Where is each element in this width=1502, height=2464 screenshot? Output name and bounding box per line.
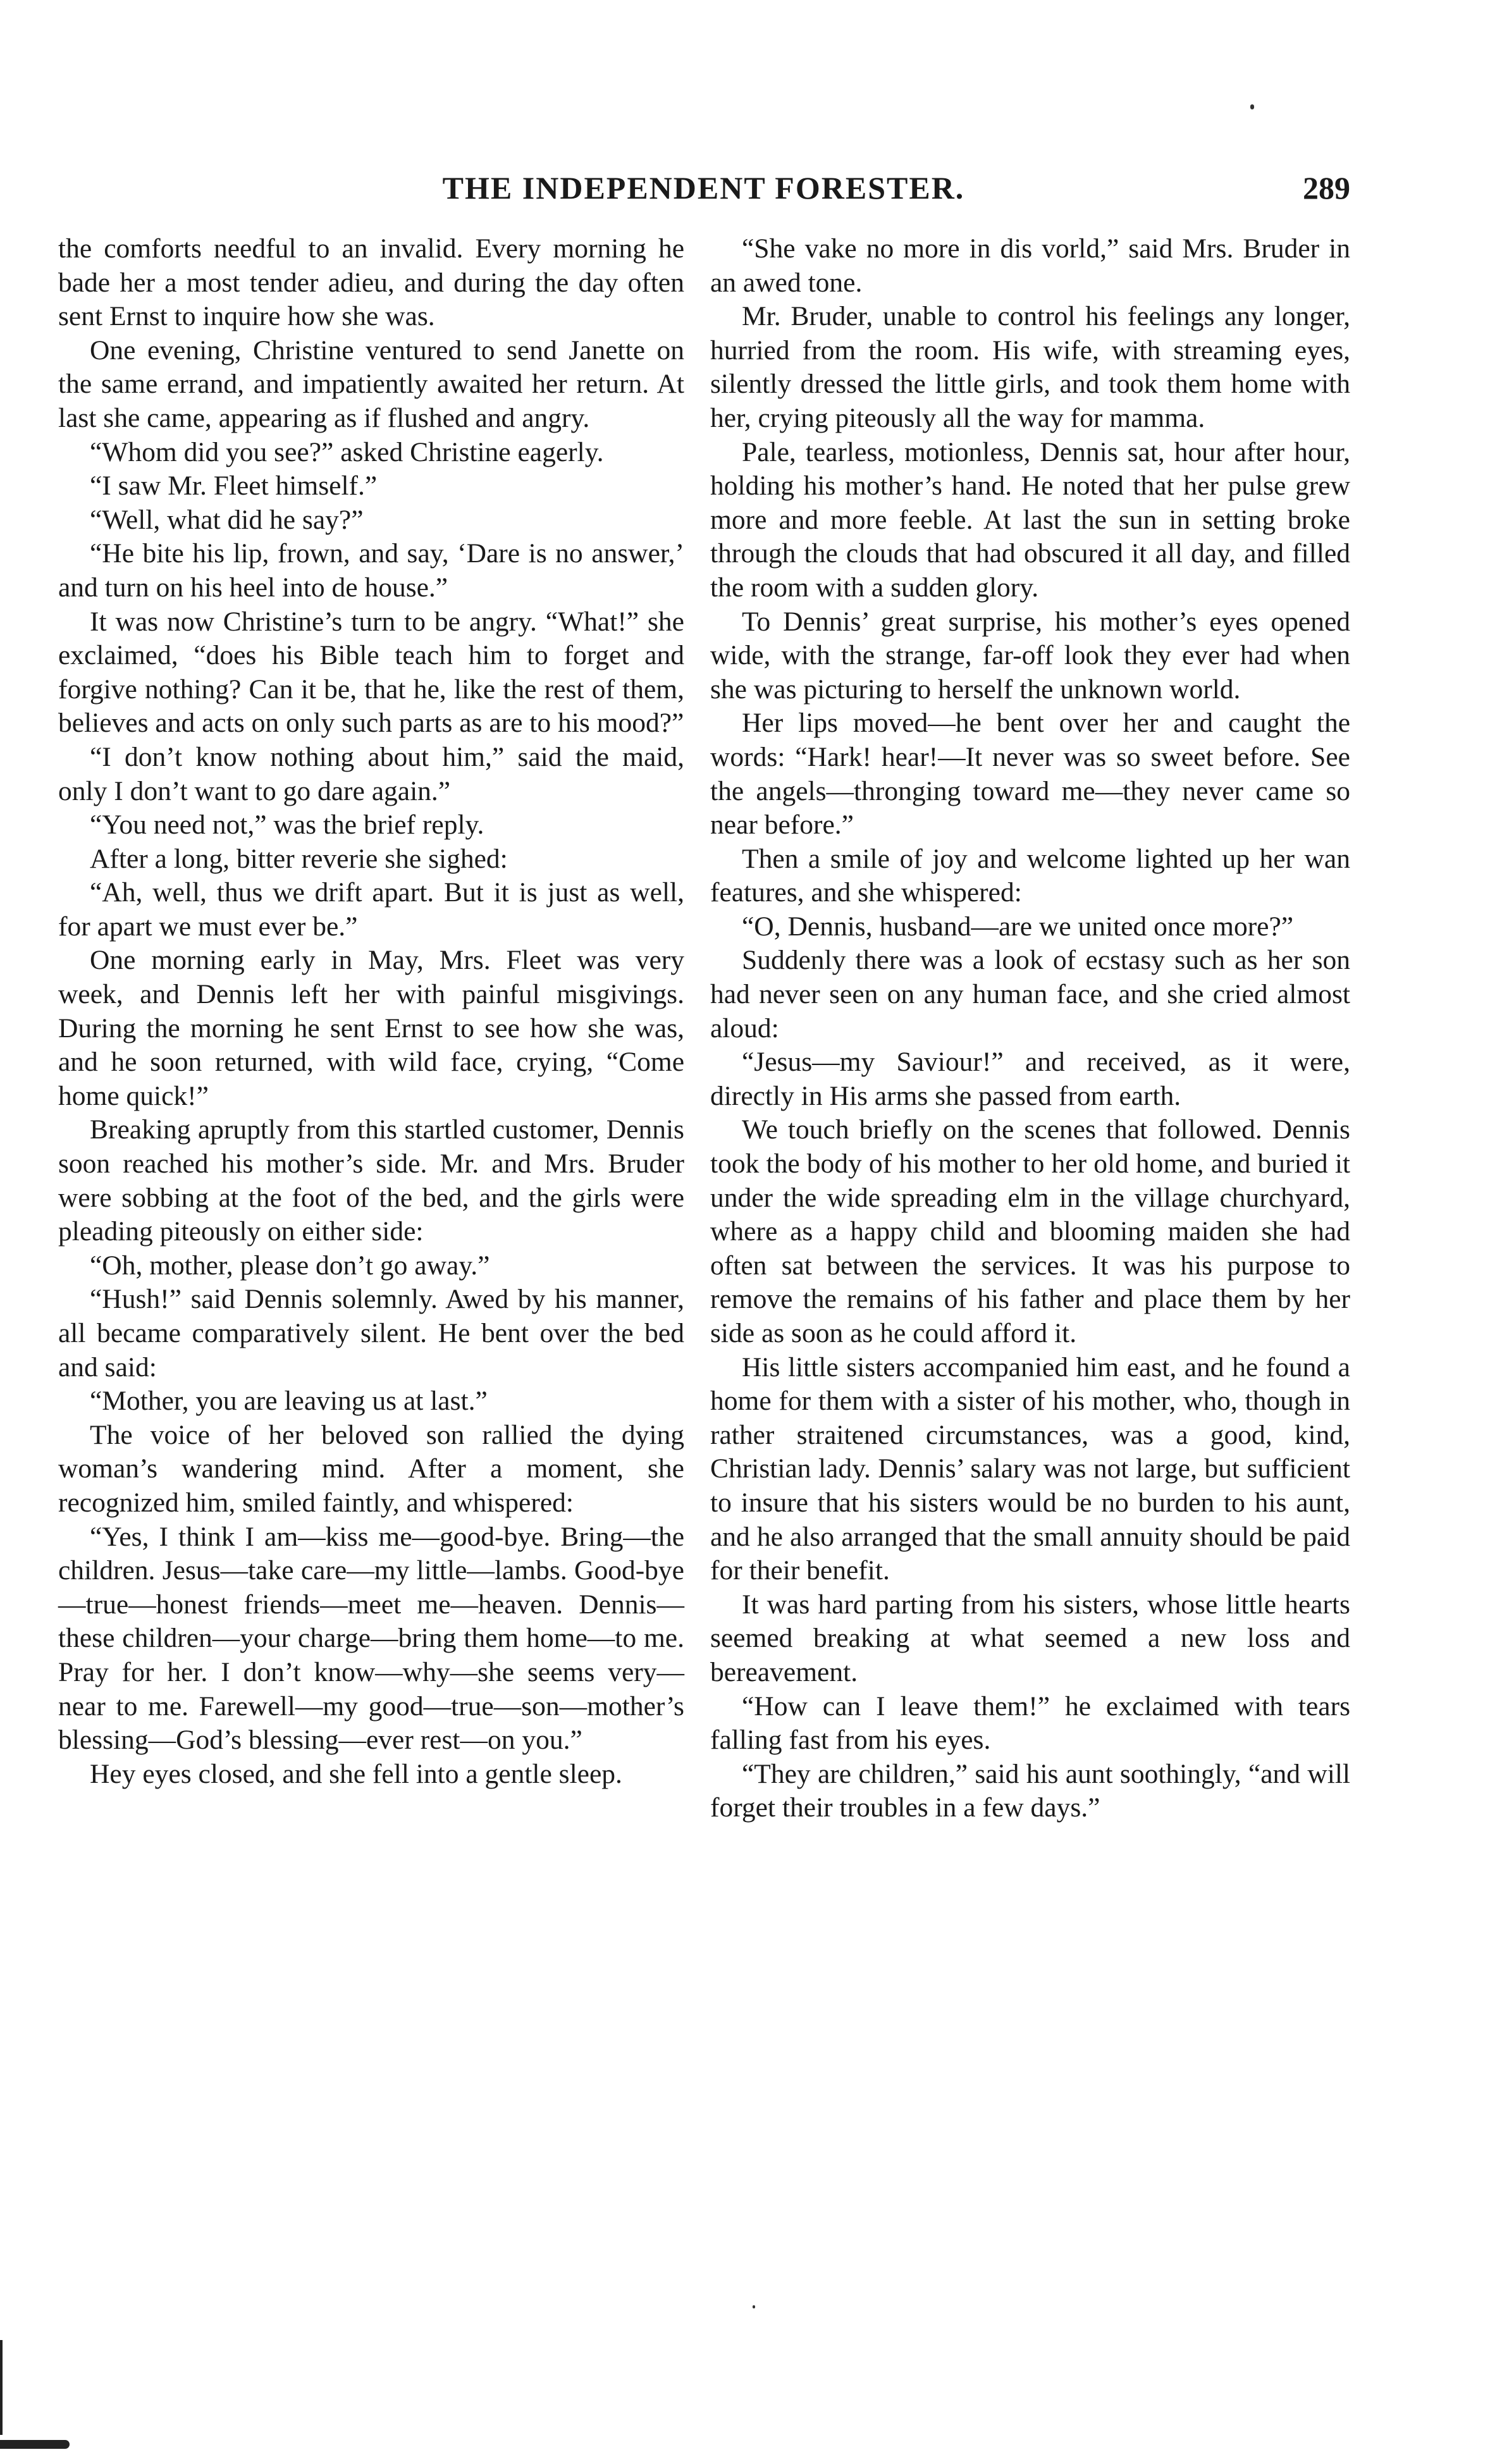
scan-edge-mark [0, 2340, 3, 2435]
paragraph: “Yes, I think I am—kiss me—good-bye. Bring—the children. Jesus—take care—my little—lambs. Good-bye—true—honest friends—meet me—heaven. Dennis—these children—your charge—bring them home—to me. Pray for her. I don’t know—why—she seems very—near to me. Farewell—my good—true—son—mother’s blessing—God’s blessing—ever rest—on you.” [58, 1521, 684, 1756]
paragraph: the comforts needful to an invalid. Every morning he bade her a most tender adieu, and during the day often sent Ernst to inquire how she was. [58, 233, 684, 332]
paragraph: “You need not,” was the brief reply. [90, 810, 484, 841]
paragraph: “Jesus—my Saviour!” and received, as it were, directly in His arms she passed from earth. [710, 1047, 1350, 1111]
paragraph: After a long, bitter reverie she sighed: [90, 843, 508, 874]
paragraph: “I don’t know nothing about him,” said the maid, only I don’t want to go dare again.” [58, 741, 684, 806]
paragraph: Mr. Bruder, unable to control his feelings any longer, hurried from the room. His wife, with streaming eyes, silently dressed the little girls, and took them home with her, crying piteously all the way for mamma. [710, 301, 1350, 433]
paragraph: We touch briefly on the scenes that followed. Dennis took the body of his mother to her old home, and buried it under the wide spreading elm in the village churchyard, where as a happy child and blooming maiden she had often sat between the services. It was his purpose to remove the remains of his father and place them by her side as soon as he could afford it. [710, 1114, 1350, 1348]
paragraph: Then a smile of joy and welcome lighted up her wan features, and she whispered: [710, 843, 1350, 908]
paragraph: Hey eyes closed, and she fell into a gentle sleep. [90, 1758, 622, 1789]
paragraph: Suddenly there was a look of ecstasy such as her son had never seen on any human face, and she cried almost aloud: [710, 945, 1350, 1044]
paragraph: “Hush!” said Dennis solemnly. Awed by his manner, all became comparatively silent. He bent over the bed and said: [58, 1284, 684, 1383]
paragraph: Pale, tearless, motionless, Dennis sat, hour after hour, holding his mother’s hand. He noted that her pulse grew more and more feeble. At last the sun in setting broke through the clouds that had obscured it all day, and filled the room with a sudden glory. [710, 436, 1350, 603]
paragraph: The voice of her beloved son rallied the dying woman’s wandering mind. After a moment, she recognized him, smiled faintly, and whispered: [58, 1419, 684, 1518]
page-header [57, 169, 1350, 214]
paragraph: “Ah, well, thus we drift apart. But it is just as well, for apart we must ever be.” [58, 877, 684, 942]
scan-speck [1250, 104, 1254, 109]
left-column [58, 232, 684, 1791]
paragraph: One morning early in May, Mrs. Fleet was very week, and Dennis left her with painful misgivings. During the morning he sent Ernst to see how she was, and he soon returned, with wild face, crying, “Come home quick!” [58, 945, 684, 1111]
page-number: 289 [1303, 170, 1350, 206]
paragraph: “How can I leave them!” he exclaimed with tears falling fast from his eyes. [710, 1691, 1350, 1756]
running-title: THE INDEPENDENT FORESTER. [442, 170, 965, 206]
paragraph: “I saw Mr. Fleet himself.” [90, 471, 378, 502]
paragraph: One evening, Christine ventured to send Janette on the same errand, and impatiently awaited her return. At last she came, appearing as if flushed and angry. [58, 335, 684, 433]
right-column [710, 232, 1350, 1825]
paragraph: “Mother, you are leaving us at last.” [90, 1386, 488, 1417]
paragraph: “O, Dennis, husband—are we united once more?” [742, 911, 1294, 942]
paragraph: “They are children,” said his aunt soothingly, “and will forget their troubles in a few days.” [710, 1758, 1350, 1823]
paragraph: “Whom did you see?” asked Christine eagerly. [90, 436, 604, 467]
paragraph: Breaking apruptly from this startled customer, Dennis soon reached his mother’s side. Mr. and Mrs. Bruder were sobbing at the foot of the bed, and the girls were pleading piteously on either side: [58, 1114, 684, 1247]
paragraph: “Oh, mother, please don’t go away.” [90, 1250, 490, 1281]
paragraph: “He bite his lip, frown, and say, ‘Dare is no answer,’ and turn on his heel into de house.” [58, 538, 684, 603]
scan-edge-mark [0, 2440, 70, 2449]
paragraph: “She vake no more in dis vorld,” said Mrs. Bruder in an awed tone. [710, 233, 1350, 298]
paragraph: “Well, what did he say?” [90, 504, 364, 535]
paragraph: It was now Christine’s turn to be angry. “What!” she exclaimed, “does his Bible teach him to forget and forgive nothing? Can it be, that he, like the rest of them, believes and acts on only such parts as are to his mood?” [58, 606, 684, 739]
paragraph: His little sisters accompanied him east, and he found a home for them with a sister of his mother, who, though in rather straitened circumstances, was a good, kind, Christian lady. Dennis’ salary was not large, but sufficient to insure that his sisters would be no burden to his aunt, and he also arranged that the small annuity should be paid for their benefit. [710, 1352, 1350, 1586]
paragraph: To Dennis’ great surprise, his mother’s eyes opened wide, with the strange, far-off look they ever had when she was picturing to herself the unknown world. [710, 606, 1350, 705]
paragraph: Her lips moved—he bent over her and caught the words: “Hark! hear!—It never was so sweet before. See the angels—thronging toward me—they never came so near before.” [710, 708, 1350, 841]
scan-speck [753, 2305, 755, 2308]
paragraph: It was hard parting from his sisters, whose little hearts seemed breaking at what seemed a new loss and bereavement. [710, 1589, 1350, 1687]
